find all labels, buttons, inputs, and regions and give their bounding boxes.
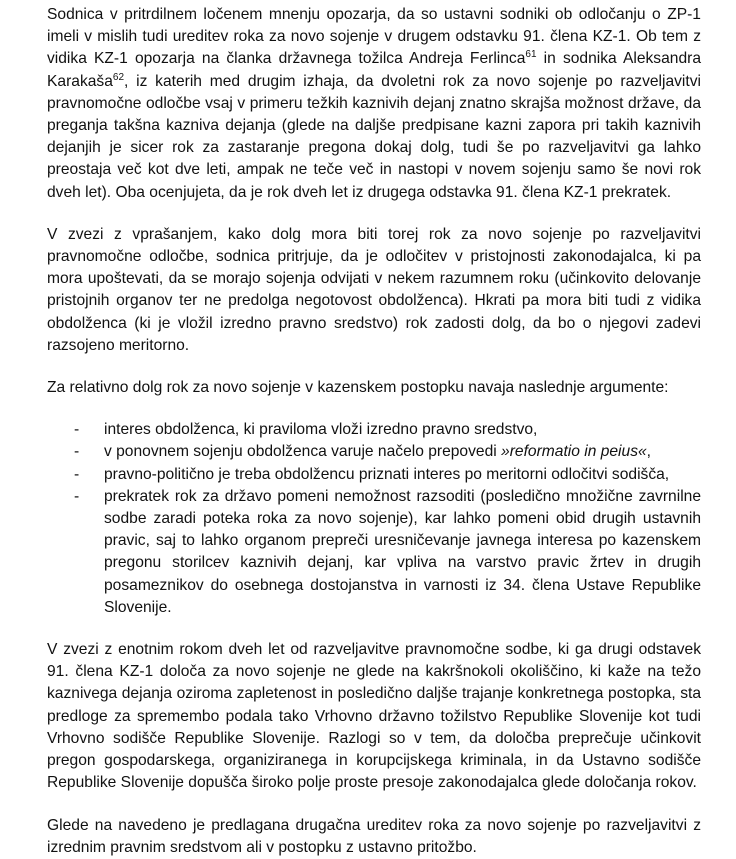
spacer (47, 619, 701, 639)
list-item-text: prekratek rok za državo pomeni nemožnost razsoditi (posledično množične zavrnilne sodbe zaradi poteka roka za novo sojenje), kar lahko pomeni obid drugih ustavnih pravic, saj to lahko organom prepreči uresničevanje javnega interesa po kazenskem pregonu storilcev kaznivih dejanj, kar vpliva na varstvo pravic žrtev in drugih posameznikov do osebnega dostojanstva in varnosti iz 34. člena Ustave Republike Slovenije. (104, 487, 701, 616)
list-item-text: interes obdolženca, ki praviloma vloži izredno pravno sredstvo, (104, 421, 538, 439)
list-item-text: pravno-politično je treba obdolžencu priznati interes po meritorni odločitvi sodišča, (104, 465, 670, 483)
paragraph-text: , iz katerih med drugim izhaja, da dvoletni rok za novo sojenje po razveljavitvi pravnomočne odločbe vsaj v primeru težkih kaznivih dejanj znatno skrajša možnost države, da preganja takšna kazniva dejanja (glede na daljše predpisane kazni zapora pri takih kaznivih dejanjih je sicer rok za zastaranje pregona dokaj dolg, tudi še po razveljavitvi ga lahko preostaja več kot dve leti, ampak ne teče več in nastopi v novem sojenju samo še novi rok dveh let). Oba ocenjujeta, da je rok dveh let iz drugega odstavka 91. člena KZ-1 prekratek. (47, 72, 701, 201)
spacer (47, 795, 701, 815)
document-page (47, 4, 701, 859)
paragraph-arguments-intro: Za relativno dolg rok za novo sojenje v kazenskem postopku navaja naslednje argumente: (47, 379, 669, 397)
list-item-text: , (646, 443, 652, 461)
dash-bullet: - (74, 487, 80, 505)
paragraph-text: in sodnika Aleksandra Karakaša (47, 50, 701, 90)
paragraph-deadline-question: V zvezi z vprašanjem, kako dolg mora biti torej rok za novo sojenje po razveljavitvi pravnomočne odločbe, sodnica pritrjuje, da je odločitev v pristojnosti zakonodajalca, ki pa mora upoštevati, da se morajo sojenja odvijati v nekem razumnem roku (učinkovito delovanje pristojnih organov ter ne predolga negotovost obdolženca). Hkrati pa mora biti tudi z vidika obdolženca (ki je vložil izredno pravno sredstvo) rok zadosti dolg, da bo o njegovi zadevi razsojeno meritorno. (47, 225, 701, 354)
latin-phrase: »reformatio in peius« (501, 443, 647, 461)
spacer (47, 399, 701, 419)
list-item (47, 419, 701, 441)
paragraph-text: Sodnica v pritrdilnem ločenem mnenju opozarja, da so ustavni sodniki ob odločanju o ZP-1 imeli v mislih tudi ureditev roka za novo sojenje v drugem odstavku 91. člena KZ-1. Ob tem z vidika KZ-1 opozarja na članka državnega tožilca Andreja Ferlinca (47, 6, 701, 68)
dash-bullet: - (74, 421, 80, 439)
spacer (47, 357, 701, 377)
list-item (47, 464, 701, 486)
paragraph-conclusion: Glede na navedeno je predlagana drugačna ureditev roka za novo sojenje po razveljavitvi z izrednim pravnim sredstvom ali v postopku z ustavno pritožbo. (47, 816, 701, 856)
spacer (47, 204, 701, 224)
footnote-ref-62[interactable]: 62 (112, 71, 125, 83)
list-item (47, 486, 701, 619)
list-item (47, 441, 701, 463)
footnote-ref-61[interactable]: 61 (525, 49, 537, 61)
arguments-list (47, 419, 701, 619)
list-item-text: v ponovnem sojenju obdolženca varuje načelo prepovedi (104, 443, 502, 461)
dash-bullet: - (74, 465, 80, 483)
paragraph-uniform-deadline: V zvezi z enotnim rokom dveh let od razveljavitve pravnomočne sodbe, ki ga drugi odstavek 91. člena KZ-1 določa za novo sojenje ne glede na kakršnokoli okoliščino, ki kaže na težo kaznivega dejanja oziroma zapletenost in posledično daljše trajanje konkretnega postopka, sta predloge za spremembo podala tako Vrhovno državno tožilstvo Republike Slovenije kot tudi Vrhovno sodišče Republike Slovenije. Razlogi so v tem, da določba preprečuje učinkovit pregon gospodarskega, organiziranega in korupcijskega kriminala, in da Ustavno sodišče Republike Slovenije dopušča široko polje proste presoje zakonodajalca glede določanja rokov. (47, 641, 701, 792)
dash-bullet: - (74, 443, 80, 461)
paragraph-dissenting-opinion (47, 4, 701, 204)
